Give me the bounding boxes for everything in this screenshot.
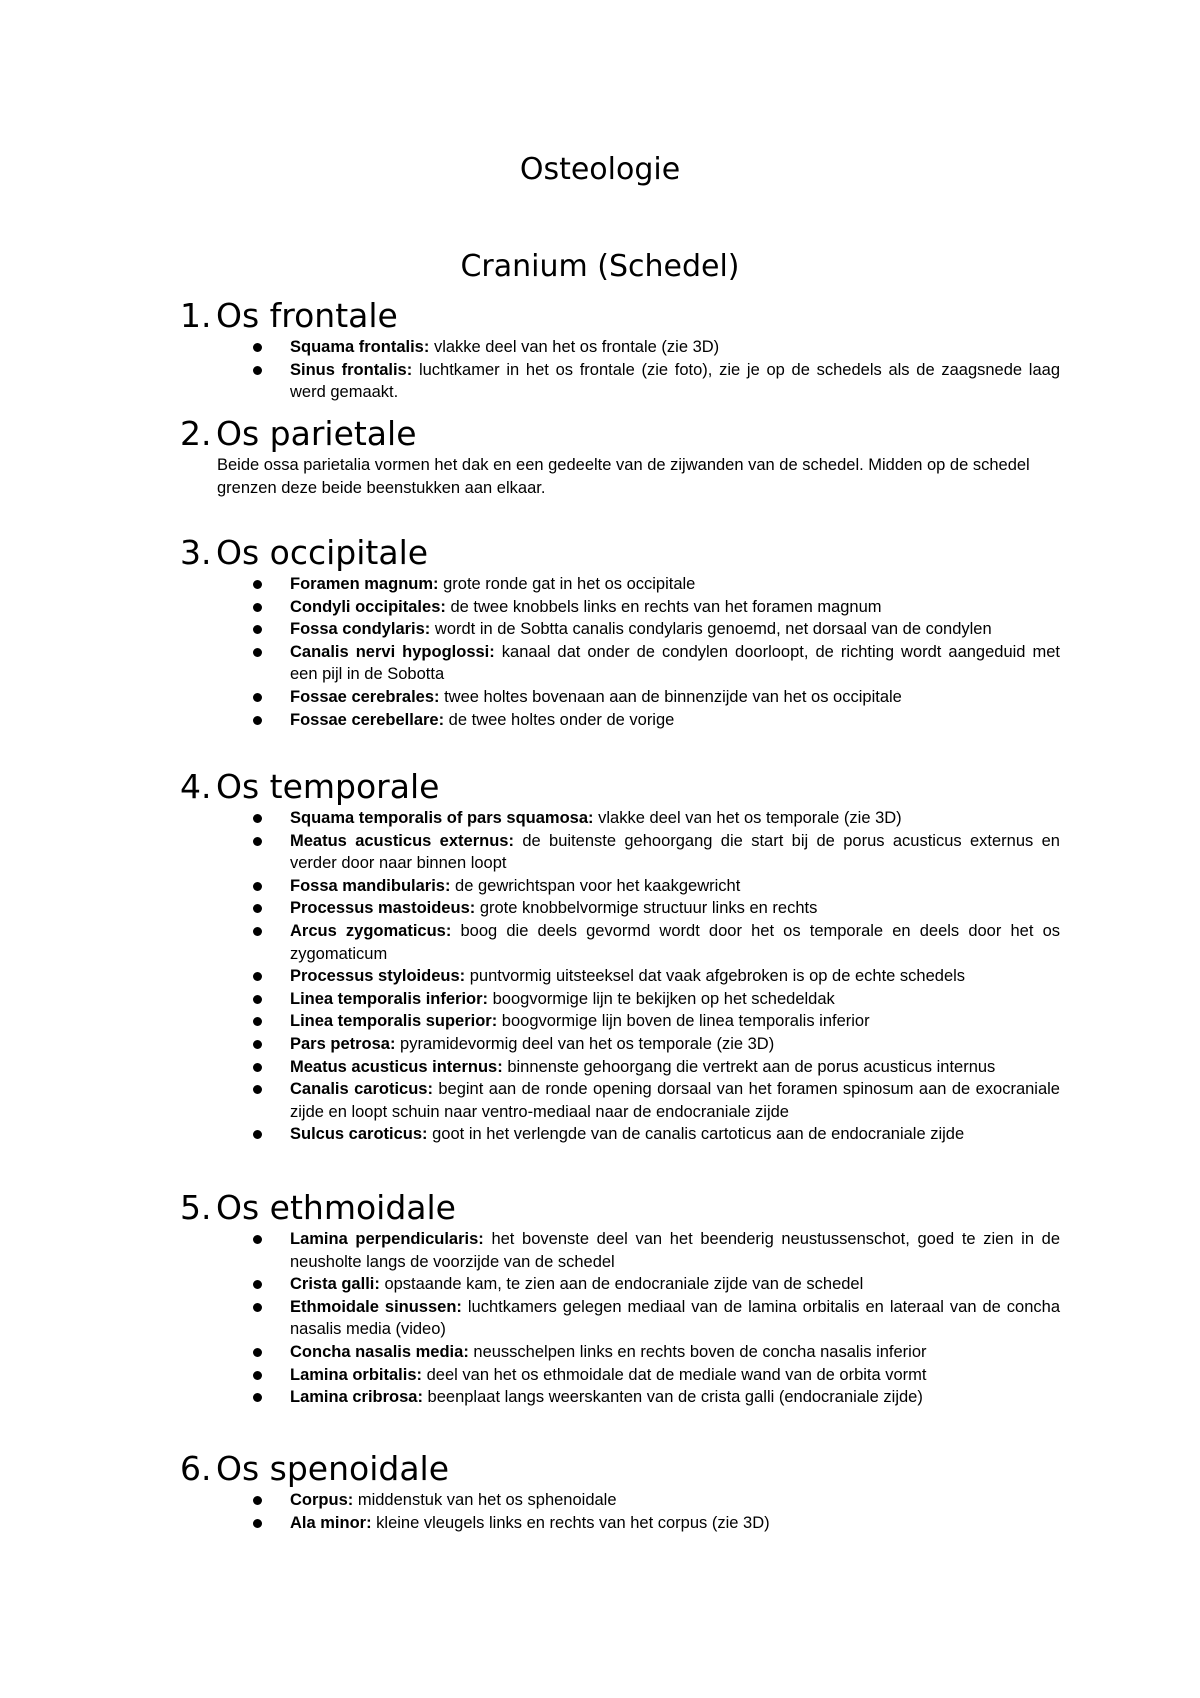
bullet-icon <box>253 580 262 589</box>
term-label: Squama frontalis: <box>290 338 430 356</box>
term-description: binnenste gehoorgang die vertrekt aan de porus acusticus internus <box>502 1057 996 1076</box>
list-item <box>180 1341 1060 1364</box>
term-label: Meatus acusticus internus: <box>290 1057 503 1076</box>
list-item <box>180 1056 1060 1079</box>
term-label: Crista galli: <box>290 1275 380 1294</box>
bullet-icon <box>253 1280 262 1289</box>
term-description: wordt in de Sobtta canalis condylaris genoemd, net dorsaal van de condylen <box>430 620 992 639</box>
list-item <box>180 965 1060 988</box>
term-description: grote ronde gat in het os occipitale <box>438 575 696 593</box>
term-label: Concha nasalis media: <box>290 1342 469 1361</box>
section-title: Os temporale <box>216 767 440 806</box>
list-item <box>180 1512 1060 1535</box>
list-item <box>180 1273 1060 1296</box>
term-label: Sinus frontalis: <box>290 360 413 379</box>
bullet-icon <box>253 1040 262 1049</box>
term-label: Lamina perpendicularis: <box>290 1230 484 1248</box>
list-item <box>180 641 1060 686</box>
term-label: Canalis caroticus: <box>290 1080 433 1099</box>
term-description: middenstuk van het os sphenoidale <box>353 1491 617 1509</box>
term-label: Linea temporalis inferior: <box>290 989 489 1008</box>
term-label: Fossae cerebrales: <box>290 687 440 706</box>
bullet-icon <box>253 366 262 375</box>
term-description: vlakke deel van het os temporale (zie 3D) <box>593 809 902 827</box>
list-item <box>180 920 1060 965</box>
section-number: 3. <box>180 533 212 572</box>
term-description: goot in het verlengde van de canalis cartoticus aan de endocraniale zijde <box>427 1125 965 1144</box>
section-os-temporale <box>180 767 1060 1146</box>
list-item <box>180 807 1060 830</box>
section-os-ethmoidale <box>180 1188 1060 1409</box>
term-description: vlakke deel van het os frontale (zie 3D) <box>429 338 720 356</box>
list-item <box>180 1489 1060 1512</box>
section-paragraph: Beide ossa parietalia vormen het dak en een gedeelte van de zijwanden van de schedel. Midden op de schedel grenzen deze beide beenstukken aan elkaar. <box>217 456 1030 497</box>
term-label: Fossae cerebellare: <box>290 710 445 729</box>
term-description: boogvormige lijn te bekijken op het schedeldak <box>488 989 835 1008</box>
term-label: Pars petrosa: <box>290 1034 396 1053</box>
bullet-icon <box>253 1017 262 1026</box>
page-subtitle: Cranium (Schedel) <box>460 249 740 284</box>
term-description: beenplaat langs weerskanten van de crista galli (endocraniale zijde) <box>422 1388 923 1407</box>
bullet-icon <box>253 1496 262 1505</box>
bullet-icon <box>253 1130 262 1139</box>
term-description: luchtkamers gelegen mediaal van de lamina orbitalis en lateraal van de concha nasalis media (video) <box>290 1297 1060 1339</box>
section-os-parietale <box>180 414 1060 499</box>
term-label: Squama temporalis of pars squamosa: <box>290 809 594 827</box>
list-item <box>180 875 1060 898</box>
term-label: Arcus zygomaticus: <box>290 921 452 940</box>
term-label: Sulcus caroticus: <box>290 1125 428 1144</box>
term-label: Lamina cribrosa: <box>290 1388 423 1407</box>
list-item <box>180 1123 1060 1146</box>
bullet-icon <box>253 603 262 612</box>
bullet-icon <box>253 814 262 823</box>
section-number: 6. <box>180 1449 212 1488</box>
bullet-icon <box>253 1235 262 1244</box>
section-heading <box>180 533 1060 573</box>
term-description: pyramidevormig deel van het os temporale (zie 3D) <box>395 1034 775 1053</box>
term-description: neusschelpen links en rechts boven de concha nasalis inferior <box>468 1342 927 1361</box>
section-number: 5. <box>180 1188 212 1227</box>
bullet-icon <box>253 837 262 846</box>
bullet-icon <box>253 927 262 936</box>
term-description: de buitenste gehoorgang die start bij de porus acusticus externus en verder door naar binnen loopt <box>290 831 1060 873</box>
list-item <box>180 830 1060 875</box>
term-description: de twee holtes onder de vorige <box>444 710 675 729</box>
term-description: kanaal dat onder de condylen doorloopt, de richting wordt aangeduid met een pijl in de Sobotta <box>290 642 1061 684</box>
section-number: 2. <box>180 414 212 453</box>
bullet-icon <box>253 648 262 657</box>
term-label: Fossa condylaris: <box>290 620 431 639</box>
list-item <box>180 988 1060 1011</box>
list-item <box>180 573 1060 596</box>
term-description: begint aan de ronde opening dorsaal van het foramen spinosum aan de exocraniale zijde en loopt schuin naar ventro-mediaal naar de endocraniale zijde <box>290 1080 1060 1121</box>
bullet-icon <box>253 625 262 634</box>
list-item <box>180 686 1060 709</box>
term-label: Canalis nervi hypoglossi: <box>290 642 495 661</box>
section-heading <box>180 1188 1060 1228</box>
bullet-icon <box>253 972 262 981</box>
term-label: Condyli occipitales: <box>290 597 446 616</box>
bullet-icon <box>253 995 262 1004</box>
term-description: opstaande kam, te zien aan de endocraniale zijde van de schedel <box>379 1275 864 1294</box>
term-description: het bovenste deel van het beenderig neustussenschot, goed te zien in de neusholte langs de voorzijde van de schedel <box>290 1230 1060 1271</box>
bullet-icon <box>253 1348 262 1357</box>
section-title: Os spenoidale <box>216 1449 450 1488</box>
term-description: luchtkamer in het os frontale (zie foto), zie je op de schedels als de zaagsnede laag werd gemaakt. <box>290 360 1060 402</box>
term-description: kleine vleugels links en rechts van het corpus (zie 3D) <box>371 1513 770 1532</box>
term-description: de gewrichtspan voor het kaakgewricht <box>450 876 741 895</box>
bullet-icon <box>253 1393 262 1402</box>
bullet-icon <box>253 1519 262 1528</box>
bullet-list <box>180 573 1060 731</box>
bullet-icon <box>253 882 262 891</box>
section-number: 4. <box>180 767 212 806</box>
list-item <box>180 1010 1060 1033</box>
term-description: boog die deels gevormd wordt door het os temporale en deels door het os zygomaticum <box>290 921 1060 963</box>
list-item <box>180 596 1060 619</box>
term-description: de twee knobbels links en rechts van het foramen magnum <box>445 597 882 616</box>
section-title: Os ethmoidale <box>216 1188 456 1227</box>
section-title: Os occipitale <box>216 533 429 572</box>
section-os-spenoidale <box>180 1449 1060 1534</box>
section-os-frontale <box>180 296 1060 404</box>
section-heading <box>180 1449 1060 1489</box>
list-item <box>180 1033 1060 1056</box>
section-heading <box>180 767 1060 807</box>
bullet-icon <box>253 693 262 702</box>
list-item <box>180 1078 1060 1123</box>
bullet-icon <box>253 1063 262 1072</box>
term-description: puntvormig uitsteeksel dat vaak afgebroken is op de echte schedels <box>465 967 966 986</box>
term-description: deel van het os ethmoidale dat de mediale wand van de orbita vormt <box>422 1365 927 1384</box>
list-item <box>180 336 1060 359</box>
bullet-list <box>180 807 1060 1146</box>
term-label: Meatus acusticus externus: <box>290 831 514 850</box>
term-label: Processus styloideus: <box>290 967 466 986</box>
bullet-list <box>180 1228 1060 1409</box>
bullet-icon <box>253 1085 262 1094</box>
bullet-icon <box>253 1303 262 1312</box>
term-label: Processus mastoideus: <box>290 899 476 918</box>
term-label: Ethmoidale sinussen: <box>290 1297 462 1316</box>
section-title: Os parietale <box>216 414 417 453</box>
list-item <box>180 1364 1060 1387</box>
bullet-icon <box>253 1371 262 1380</box>
bullet-icon <box>253 716 262 725</box>
bullet-list <box>180 1489 1060 1534</box>
bullet-list <box>180 336 1060 404</box>
term-description: twee holtes bovenaan aan de binnenzijde van het os occipitale <box>439 687 902 706</box>
term-label: Corpus: <box>290 1491 354 1509</box>
bullet-icon <box>253 343 262 352</box>
section-number: 1. <box>180 296 212 335</box>
page-title: Osteologie <box>519 152 681 187</box>
section-heading <box>180 414 1060 454</box>
term-label: Lamina orbitalis: <box>290 1365 423 1384</box>
bullet-icon <box>253 904 262 913</box>
list-item <box>180 1228 1060 1273</box>
term-label: Linea temporalis superior: <box>290 1012 498 1031</box>
list-item <box>180 897 1060 920</box>
list-item <box>180 618 1060 641</box>
list-item <box>180 1296 1060 1341</box>
term-label: Fossa mandibularis: <box>290 876 451 895</box>
section-os-occipitale <box>180 533 1060 731</box>
list-item <box>180 359 1060 404</box>
section-title: Os frontale <box>216 296 398 335</box>
section-heading <box>180 296 1060 336</box>
term-description: boogvormige lijn boven de linea temporalis inferior <box>497 1012 870 1031</box>
term-description: grote knobbelvormige structuur links en rechts <box>475 899 818 918</box>
list-item <box>180 1386 1060 1409</box>
list-item <box>180 709 1060 732</box>
term-label: Foramen magnum: <box>290 575 439 593</box>
term-label: Ala minor: <box>290 1513 372 1532</box>
